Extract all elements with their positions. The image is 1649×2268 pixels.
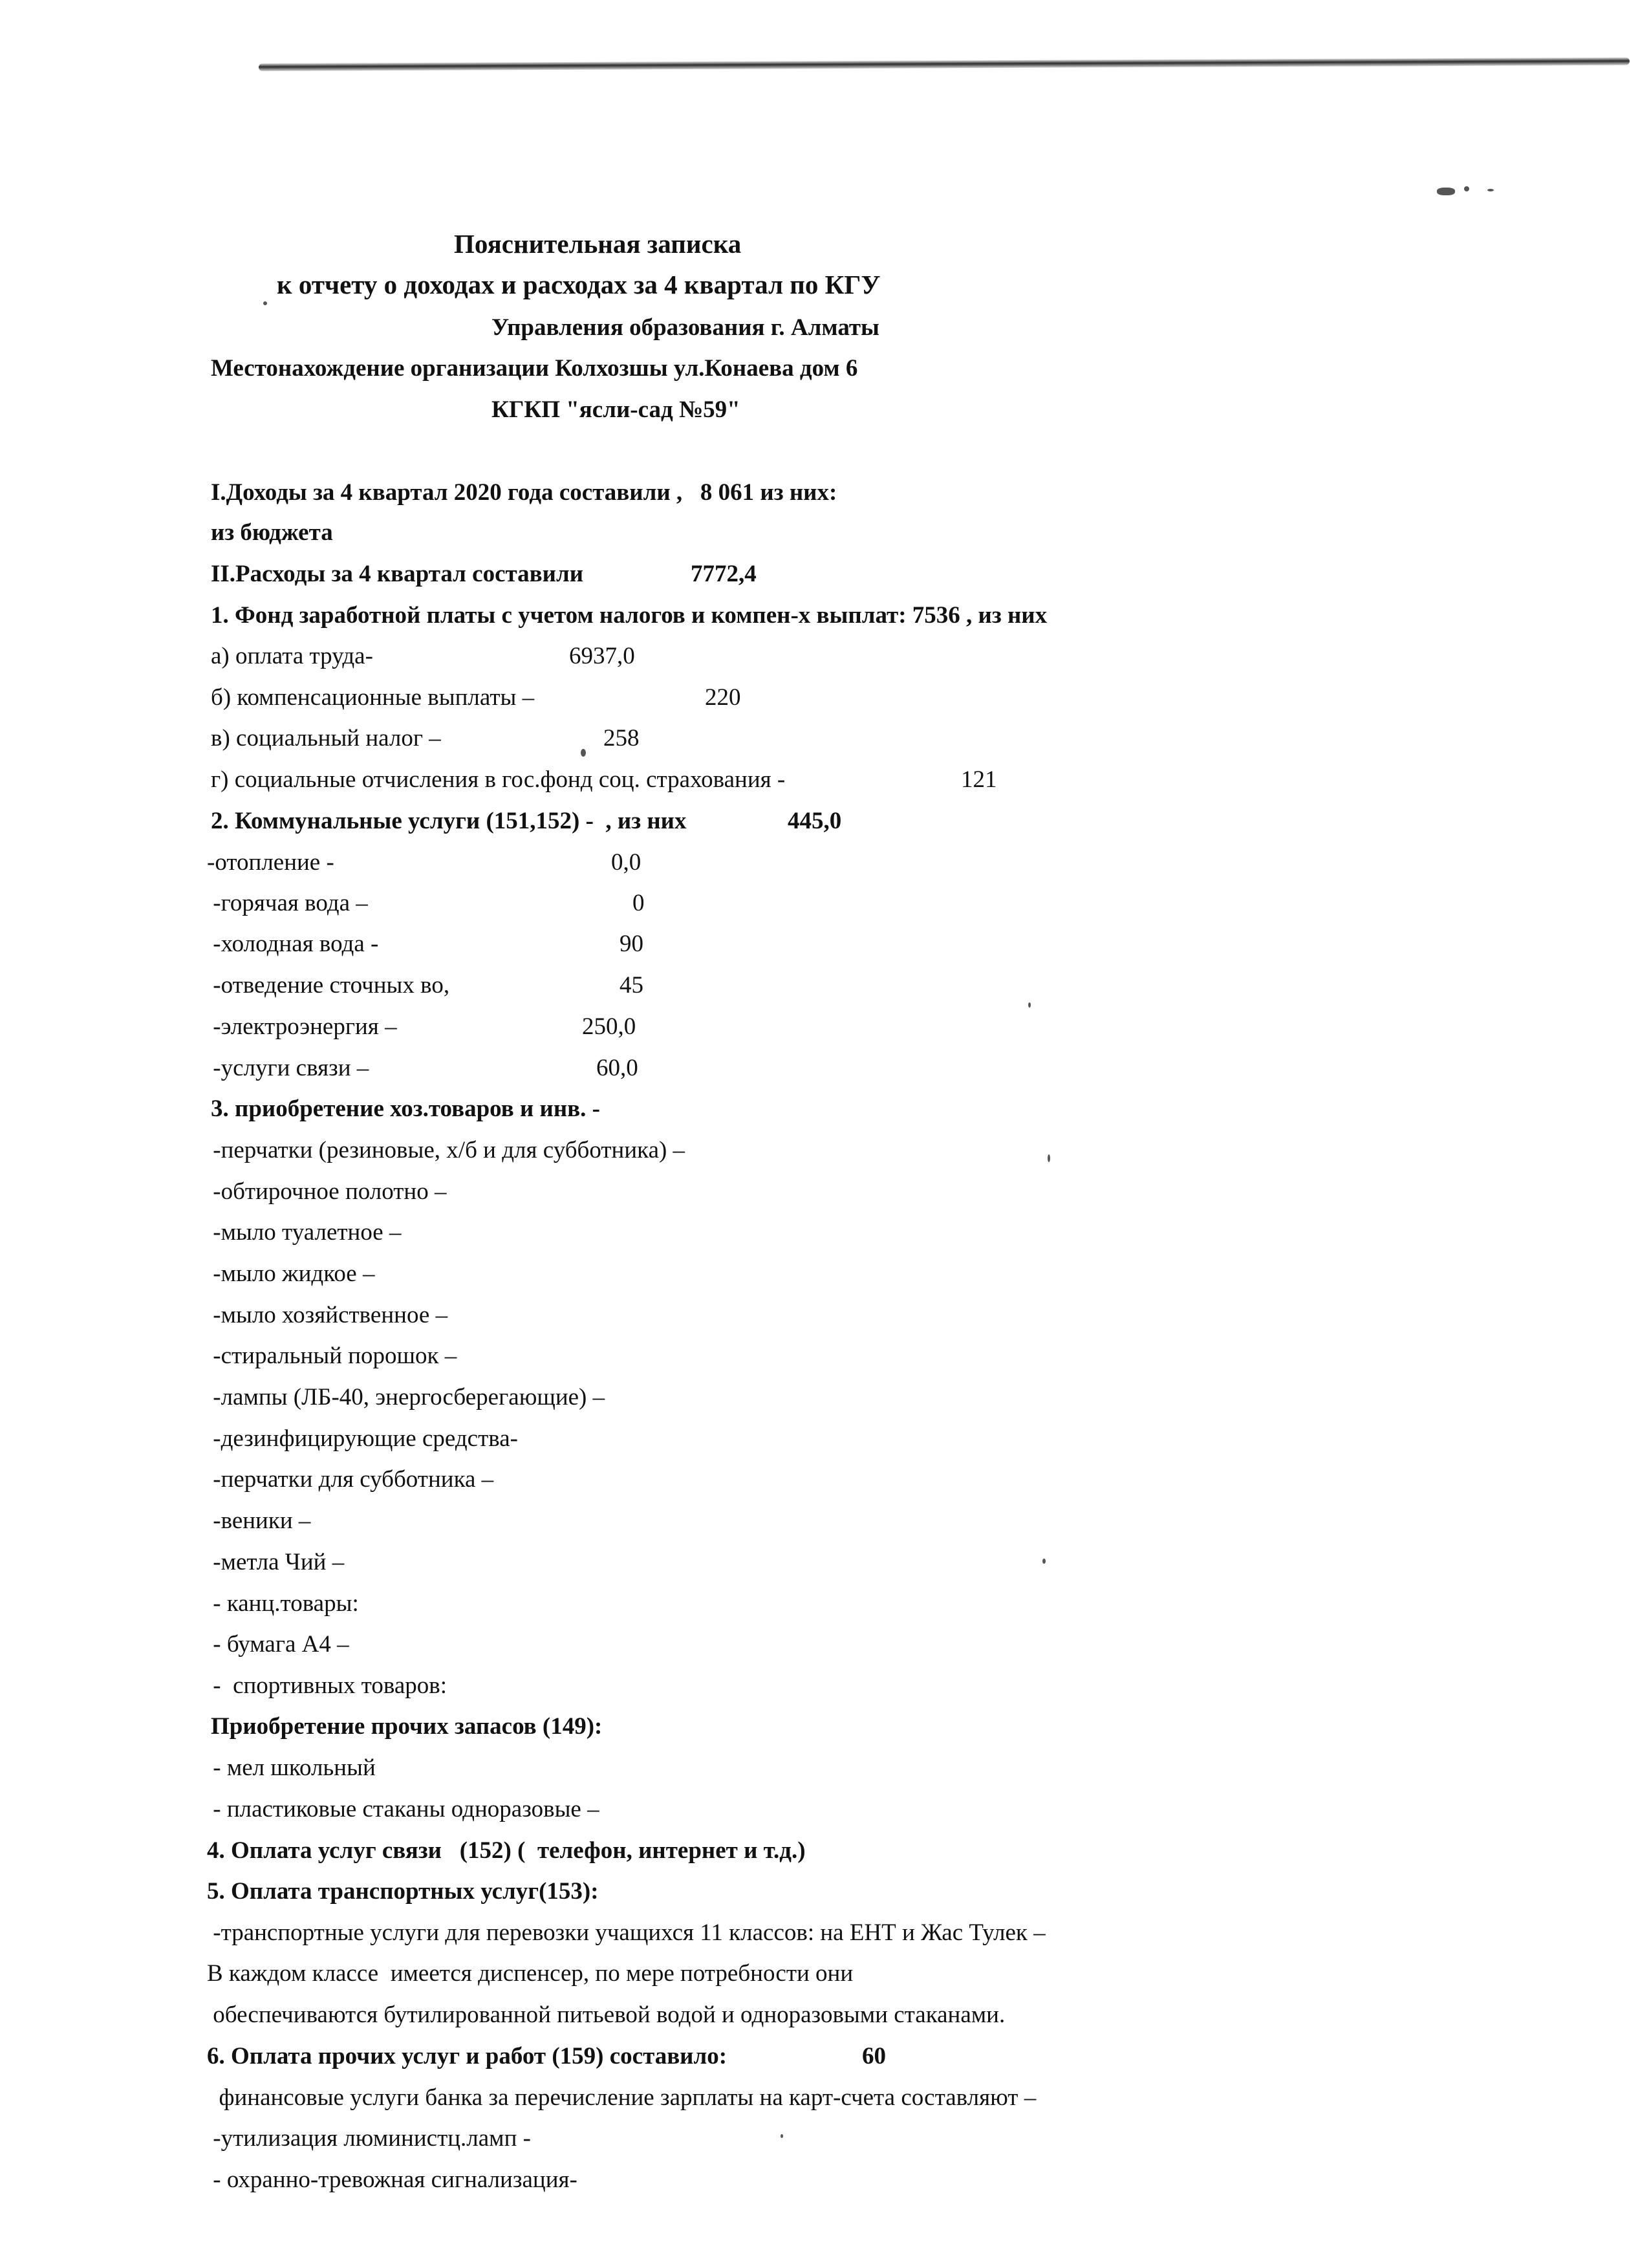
section6-line: финансовые услуги банка за перечисление зарплаты на карт-счета составляют – [207, 2084, 1037, 2111]
other-supplies-item: - пластиковые стаканы одноразовые – [207, 1796, 599, 1822]
org-name: КГКП "ясли-сад №59" [491, 396, 740, 423]
section2-item-value: 90 [620, 931, 643, 957]
section1-item-value: 220 [705, 684, 741, 711]
section6-total: 60 [862, 2043, 886, 2069]
section3-item: -стиральный порошок – [207, 1343, 457, 1369]
expenses-line: II.Расходы за 4 квартал составили [211, 561, 584, 587]
section3-item: -метла Чий – [207, 1549, 345, 1575]
section5-line: обеспечиваются бутилированной питьевой водой и одноразовыми стаканами. [207, 2002, 1006, 2028]
section3-item: -мыло туалетное – [207, 1219, 402, 1246]
section3-item: -перчатки для субботника – [207, 1466, 494, 1493]
section2-item-value: 250,0 [582, 1013, 636, 1040]
other-supplies-item: - мел школьный [207, 1755, 376, 1781]
section6-heading: 6. Оплата прочих услуг и работ (159) составило: [207, 2043, 727, 2069]
org-location: Местонахождение организации Колхозшы ул.Конаева дом 6 [211, 355, 858, 382]
scan-speck [1042, 1559, 1046, 1564]
section5-line: -транспортные услуги для перевозки учащихся 11 классов: на ЕНТ и Жас Тулек – [207, 1919, 1046, 1946]
section6-line: -утилизация люминистц.ламп - [207, 2125, 531, 2152]
scan-speck [1464, 186, 1469, 191]
section5-line: В каждом классе имеется диспенсер, по мере потребности они [207, 1960, 854, 1987]
scan-speck [781, 2134, 783, 2138]
section2-total: 445,0 [788, 808, 842, 834]
section6-line: - охранно-тревожная сигнализация- [207, 2166, 577, 2193]
section2-item-value: 45 [620, 972, 643, 999]
section2-item-label: -электроэнергия – [207, 1013, 397, 1040]
section3-heading: 3. приобретение хоз.товаров и инв. - [211, 1096, 600, 1122]
expenses-total: 7772,4 [691, 561, 757, 587]
doc-title: Пояснительная записка [454, 229, 742, 259]
section2-item-value: 0,0 [611, 849, 641, 876]
section1-item-label: а) оплата труда- [211, 643, 373, 669]
section3-item: - спортивных товаров: [207, 1672, 447, 1699]
section2-item-value: 0 [632, 890, 645, 916]
scan-speck [1487, 189, 1494, 191]
section5-heading: 5. Оплата транспортных услуг(153): [207, 1878, 599, 1905]
section3-item: -лампы (ЛБ-40, энергосберегающие) – [207, 1384, 605, 1410]
scan-speck [1028, 1002, 1031, 1008]
section3-item: -перчатки (резиновые, х/б и для субботника) – [207, 1137, 685, 1163]
section3-item: -мыло жидкое – [207, 1260, 375, 1287]
scan-speck [263, 301, 267, 305]
scan-edge-line [259, 58, 1630, 71]
section3-item: -обтирочное полотно – [207, 1178, 447, 1205]
section2-item-value: 60,0 [596, 1055, 638, 1081]
section1-item-label: б) компенсационные выплаты – [211, 684, 535, 711]
scan-speck [1048, 1154, 1050, 1162]
doc-subtitle: к отчету о доходах и расходах за 4 квартал по КГУ [277, 270, 881, 299]
section3-item: -веники – [207, 1507, 311, 1534]
income-budget: из бюджета [211, 519, 333, 546]
scan-speck [1437, 188, 1455, 195]
section3-item: -мыло хозяйственное – [207, 1302, 448, 1328]
section2-item-label: -отопление - [207, 849, 334, 876]
section3-item: -дезинфицирующие средства- [207, 1425, 518, 1452]
section1-item-value: 258 [603, 725, 640, 751]
section2-item-label: -горячая вода – [207, 890, 368, 916]
section2-item-label: -услуги связи – [207, 1055, 369, 1081]
section2-item-label: -отведение сточных во, [207, 972, 450, 999]
section3-item: - бумага А4 – [207, 1631, 349, 1658]
section4-heading: 4. Оплата услуг связи (152) ( телефон, интернет и т.д.) [207, 1837, 806, 1864]
section1-item-label: г) социальные отчисления в гос.фонд соц. страхования - [211, 766, 786, 793]
section1-item-value: 6937,0 [569, 643, 635, 669]
income-line: I.Доходы за 4 квартал 2020 года составили , 8 061 из них: [211, 479, 837, 506]
org-parent: Управления образования г. Алматы [491, 314, 879, 341]
section1-item-value: 121 [961, 766, 997, 793]
section1-heading: 1. Фонд заработной платы с учетом налогов и компен-х выплат: 7536 , из них [211, 602, 1048, 629]
other-supplies-heading: Приобретение прочих запасов (149): [211, 1713, 603, 1740]
section3-item: - канц.товары: [207, 1590, 359, 1617]
section1-item-label: в) социальный налог – [211, 725, 441, 751]
section2-heading: 2. Коммунальные услуги (151,152) - , из них [211, 808, 687, 834]
section2-item-label: -холодная вода - [207, 931, 379, 957]
scan-speck [581, 749, 586, 757]
